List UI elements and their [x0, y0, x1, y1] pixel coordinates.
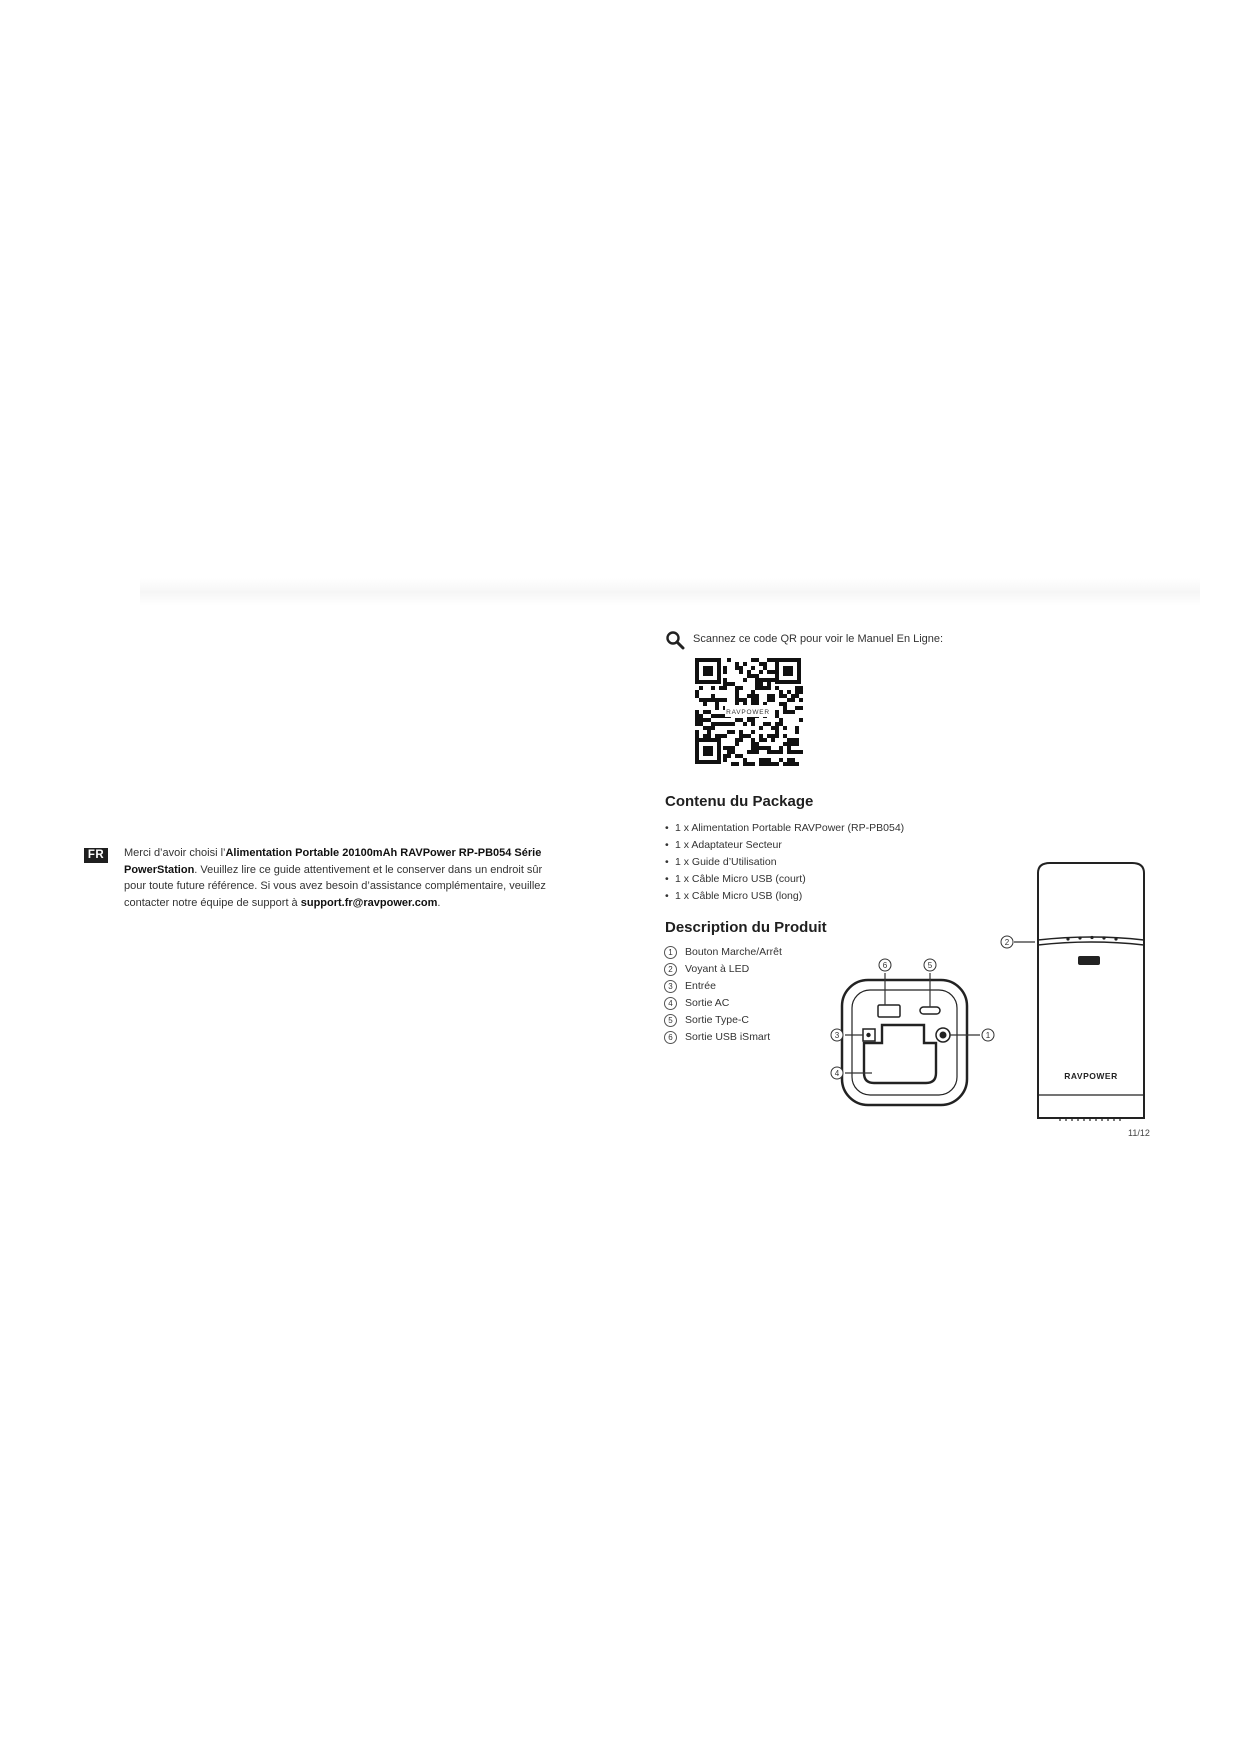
part-label: Sortie Type-C: [685, 1014, 749, 1026]
callout-1-label: 1: [985, 1031, 991, 1040]
qr-module: [751, 742, 755, 746]
qr-module: [731, 730, 735, 734]
qr-module: [775, 762, 779, 766]
qr-module: [795, 750, 799, 754]
part-label: Voyant à LED: [685, 963, 750, 975]
qr-module: [787, 698, 791, 702]
qr-module: [715, 706, 719, 710]
qr-module: [739, 666, 743, 670]
qr-module: [727, 746, 731, 750]
qr-module: [771, 738, 775, 742]
qr-module: [703, 718, 707, 722]
qr-module: [731, 750, 735, 754]
qr-module: [727, 754, 731, 758]
qr-module: [735, 662, 739, 666]
qr-module: [727, 750, 731, 754]
qr-finder-top-right: [775, 658, 801, 684]
qr-module: [783, 710, 787, 714]
qr-module: [771, 750, 775, 754]
qr-module: [711, 686, 715, 690]
qr-module: [791, 710, 795, 714]
qr-module: [755, 694, 759, 698]
qr-module: [779, 718, 783, 722]
qr-module: [767, 686, 771, 690]
part-number: 2: [664, 963, 677, 976]
part-label: Entrée: [685, 980, 716, 992]
qr-module: [739, 730, 743, 734]
part-label: Bouton Marche/Arrêt: [685, 946, 782, 958]
qr-module: [735, 666, 739, 670]
qr-module: [751, 698, 755, 702]
qr-module: [767, 698, 771, 702]
qr-module: [763, 746, 767, 750]
qr-module: [751, 762, 755, 766]
qr-module: [743, 762, 747, 766]
qr-module: [755, 698, 759, 702]
qr-module: [787, 758, 791, 762]
qr-module: [699, 718, 703, 722]
qr-module: [763, 686, 767, 690]
qr-module: [783, 734, 787, 738]
qr-module: [711, 714, 715, 718]
qr-module: [767, 694, 771, 698]
qr-module: [775, 686, 779, 690]
parts-list: [664, 944, 782, 1046]
qr-module: [771, 698, 775, 702]
qr-module: [755, 686, 759, 690]
qr-module: [739, 738, 743, 742]
qr-module: [763, 662, 767, 666]
support-email: support.fr@ravpower.com: [300, 896, 438, 909]
qr-module: [723, 698, 727, 702]
qr-module: [763, 758, 767, 762]
qr-module: [731, 746, 735, 750]
list-item: • 1 x Adaptateur Secteur: [665, 837, 904, 854]
qr-module: [707, 726, 711, 730]
qr-module: [755, 674, 759, 678]
qr-module: [755, 678, 759, 682]
qr-module: [743, 698, 747, 702]
qr-module: [779, 702, 783, 706]
qr-module: [747, 762, 751, 766]
qr-module: [731, 722, 735, 726]
qr-module: [795, 694, 799, 698]
intro-product: Alimentation Portable 20100mAh RAVPower RP-PB054 Série PowerStation: [124, 847, 542, 876]
list-item: [664, 1012, 782, 1029]
qr-module: [799, 690, 803, 694]
qr-module: [751, 666, 755, 670]
qr-module: [779, 746, 783, 750]
qr-module: [771, 734, 775, 738]
qr-module: [775, 734, 779, 738]
qr-module: [723, 722, 727, 726]
qr-module: [739, 734, 743, 738]
list-item: • 1 x Guide d’Utilisation: [665, 854, 904, 871]
list-item: [664, 944, 782, 961]
qr-module: [763, 666, 767, 670]
qr-module: [759, 738, 763, 742]
qr-module: [759, 746, 763, 750]
qr-module: [723, 686, 727, 690]
qr-module: [767, 734, 771, 738]
qr-module: [767, 678, 771, 682]
callout-4-label: 4: [834, 1069, 840, 1078]
qr-module: [759, 682, 763, 686]
intro-lead: Merci d’avoir choisi l’: [124, 847, 226, 859]
qr-module: [735, 686, 739, 690]
qr-module: [767, 722, 771, 726]
qr-module: [751, 722, 755, 726]
qr-module: [767, 658, 771, 662]
qr-module: [723, 754, 727, 758]
qr-module: [735, 690, 739, 694]
qr-module: [763, 762, 767, 766]
qr-module: [767, 670, 771, 674]
qr-module: [783, 742, 787, 746]
qr-module: [759, 670, 763, 674]
list-item: • 1 x Alimentation Portable RAVPower (RP-PB054): [665, 820, 904, 837]
qr-module: [767, 682, 771, 686]
qr-module: [795, 726, 799, 730]
qr-module: [739, 754, 743, 758]
part-number: 4: [664, 997, 677, 1010]
qr-module: [787, 738, 791, 742]
qr-module: [787, 762, 791, 766]
qr-module: [739, 670, 743, 674]
qr-module: [775, 726, 779, 730]
qr-module: [747, 750, 751, 754]
qr-module: [727, 682, 731, 686]
qr-module: [791, 750, 795, 754]
qr-module: [775, 714, 779, 718]
qr-module: [775, 710, 779, 714]
qr-module: [743, 722, 747, 726]
usb-port-icon: [878, 1005, 900, 1017]
qr-module: [747, 674, 751, 678]
qr-module: [735, 738, 739, 742]
qr-module: [711, 698, 715, 702]
qr-module: [771, 726, 775, 730]
qr-module: [759, 726, 763, 730]
qr-module: [723, 678, 727, 682]
qr-module: [779, 750, 783, 754]
qr-module: [755, 658, 759, 662]
qr-module: [699, 714, 703, 718]
qr-module: [743, 662, 747, 666]
qr-module: [715, 734, 719, 738]
qr-module: [783, 706, 787, 710]
qr-module: [775, 722, 779, 726]
qr-module: [795, 686, 799, 690]
qr-module: [723, 682, 727, 686]
qr-module: [783, 702, 787, 706]
search-icon: [665, 630, 685, 650]
qr-module: [783, 762, 787, 766]
qr-module: [775, 750, 779, 754]
list-item: • 1 x Câble Micro USB (long): [665, 888, 904, 905]
qr-module: [751, 690, 755, 694]
qr-module: [695, 722, 699, 726]
qr-module: [719, 714, 723, 718]
qr-module: [735, 754, 739, 758]
qr-code: [693, 656, 803, 766]
qr-module: [795, 690, 799, 694]
list-item: [664, 1029, 782, 1046]
qr-module: [723, 734, 727, 738]
qr-module: [763, 678, 767, 682]
qr-module: [795, 738, 799, 742]
qr-module: [719, 734, 723, 738]
qr-module: [791, 694, 795, 698]
qr-module: [731, 762, 735, 766]
qr-module: [787, 746, 791, 750]
part-number: 1: [664, 946, 677, 959]
qr-module: [759, 686, 763, 690]
qr-module: [759, 662, 763, 666]
qr-module: [719, 698, 723, 702]
qr-module: [763, 722, 767, 726]
qr-module: [787, 710, 791, 714]
qr-module: [715, 722, 719, 726]
qr-module: [771, 670, 775, 674]
qr-module: [751, 746, 755, 750]
qr-module: [739, 718, 743, 722]
qr-module: [767, 750, 771, 754]
qr-module: [699, 686, 703, 690]
qr-module: [699, 698, 703, 702]
qr-module: [727, 730, 731, 734]
description-title: Description du Produit: [665, 919, 827, 936]
qr-module: [755, 742, 759, 746]
qr-module: [735, 742, 739, 746]
part-number: 5: [664, 1014, 677, 1027]
qr-module: [735, 762, 739, 766]
qr-caption: Scannez ce code QR pour voir le Manuel En Ligne:: [693, 633, 944, 645]
qr-module: [795, 730, 799, 734]
qr-module: [755, 682, 759, 686]
qr-module: [779, 722, 783, 726]
intro-paragraph: [124, 845, 554, 911]
qr-module: [715, 698, 719, 702]
qr-finder-top-left: [695, 658, 721, 684]
qr-module: [799, 718, 803, 722]
qr-module: [767, 758, 771, 762]
part-number: 3: [664, 980, 677, 993]
language-badge: FR: [84, 848, 108, 863]
qr-module: [703, 734, 707, 738]
qr-module: [795, 762, 799, 766]
qr-module: [751, 674, 755, 678]
qr-module: [711, 726, 715, 730]
callout-6-label: 6: [882, 961, 888, 970]
qr-module: [727, 658, 731, 662]
qr-module: [703, 702, 707, 706]
qr-module: [735, 694, 739, 698]
qr-module: [743, 758, 747, 762]
part-label: Sortie USB iSmart: [685, 1031, 771, 1043]
qr-module: [775, 730, 779, 734]
qr-module: [779, 758, 783, 762]
qr-module: [711, 694, 715, 698]
qr-module: [699, 722, 703, 726]
callout-2-label: 2: [1004, 938, 1010, 947]
qr-module: [695, 734, 699, 738]
qr-finder-bottom-left: [695, 738, 721, 764]
qr-module: [747, 670, 751, 674]
qr-module: [787, 690, 791, 694]
qr-module: [771, 658, 775, 662]
display-icon: [1078, 956, 1100, 965]
qr-module: [695, 710, 699, 714]
qr-module: [787, 742, 791, 746]
qr-module: [751, 738, 755, 742]
qr-module: [731, 682, 735, 686]
qr-module: [695, 690, 699, 694]
qr-module: [707, 718, 711, 722]
typec-port-icon: [920, 1007, 940, 1014]
qr-module: [735, 718, 739, 722]
qr-module: [799, 706, 803, 710]
qr-module: [751, 694, 755, 698]
qr-module: [715, 714, 719, 718]
qr-module: [719, 722, 723, 726]
qr-module: [703, 726, 707, 730]
qr-module: [791, 762, 795, 766]
qr-module: [695, 714, 699, 718]
qr-module: [751, 750, 755, 754]
list-item: • 1 x Câble Micro USB (court): [665, 871, 904, 888]
qr-module: [759, 678, 763, 682]
device-front-view: [1038, 863, 1144, 1121]
qr-module: [707, 710, 711, 714]
qr-module: [707, 698, 711, 702]
qr-module: [723, 746, 727, 750]
intro-body: . Veuillez lire ce guide attentivement et le conserver dans un endroit sûr pour toute future référence. Si vous avez besoin d’assistance complémentaire, veuillez contacter notre équipe de support à: [124, 863, 546, 909]
product-diagram: [810, 855, 1180, 1135]
qr-module: [739, 698, 743, 702]
qr-module: [719, 686, 723, 690]
qr-module: [791, 738, 795, 742]
qr-module: [703, 710, 707, 714]
qr-module: [695, 718, 699, 722]
qr-module: [783, 694, 787, 698]
qr-module: [747, 694, 751, 698]
qr-module: [715, 702, 719, 706]
qr-module: [795, 742, 799, 746]
qr-module: [795, 706, 799, 710]
qr-module: [743, 678, 747, 682]
qr-module: [723, 666, 727, 670]
qr-module: [735, 698, 739, 702]
qr-module: [779, 694, 783, 698]
qr-module: [767, 746, 771, 750]
list-item: [664, 995, 782, 1012]
qr-module: [783, 726, 787, 730]
qr-module: [695, 694, 699, 698]
qr-module: [751, 730, 755, 734]
list-item: [664, 961, 782, 978]
intro-end: .: [437, 896, 441, 909]
qr-module: [771, 762, 775, 766]
qr-module: [755, 750, 759, 754]
device-top-view: [842, 980, 967, 1105]
qr-module: [791, 742, 795, 746]
part-label: Sortie AC: [685, 997, 730, 1009]
qr-module: [759, 734, 763, 738]
qr-module: [767, 762, 771, 766]
brand-logo: RAVPOWER: [1064, 1071, 1118, 1081]
qr-module: [799, 750, 803, 754]
qr-module: [707, 730, 711, 734]
qr-module: [743, 734, 747, 738]
qr-module: [711, 722, 715, 726]
qr-module: [703, 698, 707, 702]
qr-module: [707, 734, 711, 738]
qr-module: [759, 758, 763, 762]
qr-module: [723, 670, 727, 674]
qr-module: [771, 694, 775, 698]
qr-module: [759, 762, 763, 766]
part-number: 6: [664, 1031, 677, 1044]
qr-module: [747, 718, 751, 722]
qr-module: [791, 698, 795, 702]
qr-module: [751, 718, 755, 722]
qr-module: [739, 686, 743, 690]
qr-module: [695, 730, 699, 734]
qr-module: [779, 690, 783, 694]
qr-module: [723, 758, 727, 762]
qr-module: [751, 658, 755, 662]
list-item: [664, 978, 782, 995]
qr-module: [747, 734, 751, 738]
qr-logo: RAVPOWER: [726, 709, 770, 716]
qr-module: [791, 758, 795, 762]
qr-module: [771, 678, 775, 682]
header-band: [140, 578, 1200, 606]
qr-module: [727, 722, 731, 726]
package-title: Contenu du Package: [665, 793, 814, 810]
qr-module: [787, 750, 791, 754]
callout-5-label: 5: [927, 961, 933, 970]
qr-module: [763, 738, 767, 742]
qr-module: [755, 746, 759, 750]
qr-module: [799, 698, 803, 702]
qr-module: [799, 686, 803, 690]
callout-3-label: 3: [834, 1031, 840, 1040]
page-number: 11/12: [1128, 1128, 1150, 1138]
